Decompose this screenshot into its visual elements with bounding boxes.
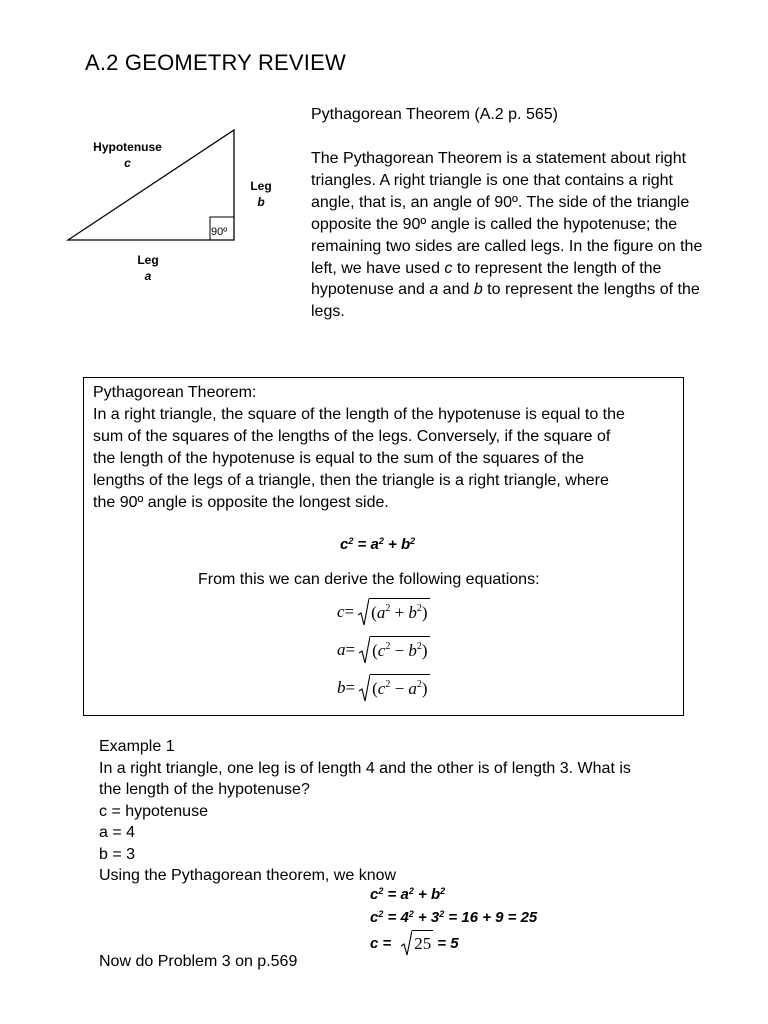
theorem-line-1: In a right triangle, the square of the length of the hypotenuse is equal to the	[93, 406, 625, 423]
formula-c: c = $(a^2 + b^2)$	[337, 597, 430, 627]
given-b: b = 3	[99, 845, 136, 863]
leg-a-label-group	[133, 252, 163, 284]
next-problem-text: Now do Problem 3 on p.569	[99, 953, 298, 970]
intro-var-a: a	[429, 281, 439, 299]
leg-a-var: a	[144, 269, 152, 283]
radical: $(c^2 - a^2)$	[359, 674, 429, 702]
leg-b-label: Leg	[250, 179, 272, 193]
example-step-1: $c^2 = a^2 + b^2$	[370, 886, 446, 903]
theorem-line-2: sum of the squares of the lengths of the legs. Conversely, if the square of	[93, 428, 611, 445]
example-section	[99, 736, 719, 887]
theorem-line-4: lengths of the legs of a triangle, then the triangle is a right triangle, where	[93, 472, 609, 489]
leg-b-label-group	[246, 178, 276, 210]
angle-label: 90º	[211, 226, 228, 238]
theorem-box-text	[93, 382, 683, 514]
leg-b-var: b	[257, 195, 265, 209]
example-heading: Example 1	[99, 738, 175, 755]
hypotenuse-var: c	[124, 156, 131, 170]
theorem-heading: Pythagorean Theorem:	[93, 384, 257, 401]
theorem-line-3: the length of the hypotenuse is equal to the sum of the squares of the	[93, 450, 584, 467]
radical: $(c^2 - b^2)$	[359, 636, 429, 664]
example-step-3: c = 25 = 5	[370, 928, 459, 958]
hypotenuse-label: Hypotenuse	[93, 140, 162, 154]
section-heading: Pythagorean Theorem (A.2 p. 565)	[311, 106, 558, 123]
intro-paragraph	[311, 148, 711, 323]
intro-var-c: c	[444, 259, 453, 277]
hypotenuse-label-group	[90, 139, 165, 171]
radical-sign	[358, 598, 369, 626]
main-equation: $c^2 = a^2 + b^2$	[340, 536, 416, 553]
intro-var-b: b	[473, 281, 483, 299]
radical-sign	[359, 674, 370, 702]
example-question-2: the length of the hypotenuse?	[99, 781, 310, 798]
leg-a-label: Leg	[137, 253, 159, 267]
intro-text-2: to represent the length of the hypotenuse and	[311, 259, 662, 299]
intro-text-1: The Pythagorean Theorem is a statement about right triangles. A right triangle is one that contains a right angle, that is, an angle of 90º. The side of the triangle opposite the 90º angle is called the hypotenuse; the remaining two sides are called legs. In the figure on the left, we have used	[311, 150, 703, 277]
radical-sign	[401, 930, 412, 956]
given-a: a = 4	[99, 824, 136, 841]
given-c: c = hypotenuse	[99, 802, 208, 820]
example-question-1: In a right triangle, one leg is of length 4 and the other is of length 3. What is	[99, 759, 631, 777]
radical-sign	[359, 636, 370, 664]
formula-a: a = $(c^2 - b^2)$	[337, 635, 430, 665]
radical: $(a^2 + b^2)$	[358, 598, 429, 626]
derive-text: From this we can derive the following equations:	[198, 571, 540, 588]
radical: 25	[401, 930, 433, 956]
example-step-2: $c^2 = 4^2 + 3^2 = 16 + 9 = 25$	[370, 909, 538, 926]
formula-b: b = $(c^2 - a^2)$	[337, 673, 430, 703]
theorem-line-5: the 90º angle is opposite the longest side.	[93, 494, 389, 511]
using-text: Using the Pythagorean theorem, we know	[99, 867, 397, 884]
intro-text-3: and	[438, 281, 474, 299]
page-title: A.2 GEOMETRY REVIEW	[85, 50, 346, 75]
intro-text-4: to represent the lengths of the legs.	[311, 281, 700, 321]
